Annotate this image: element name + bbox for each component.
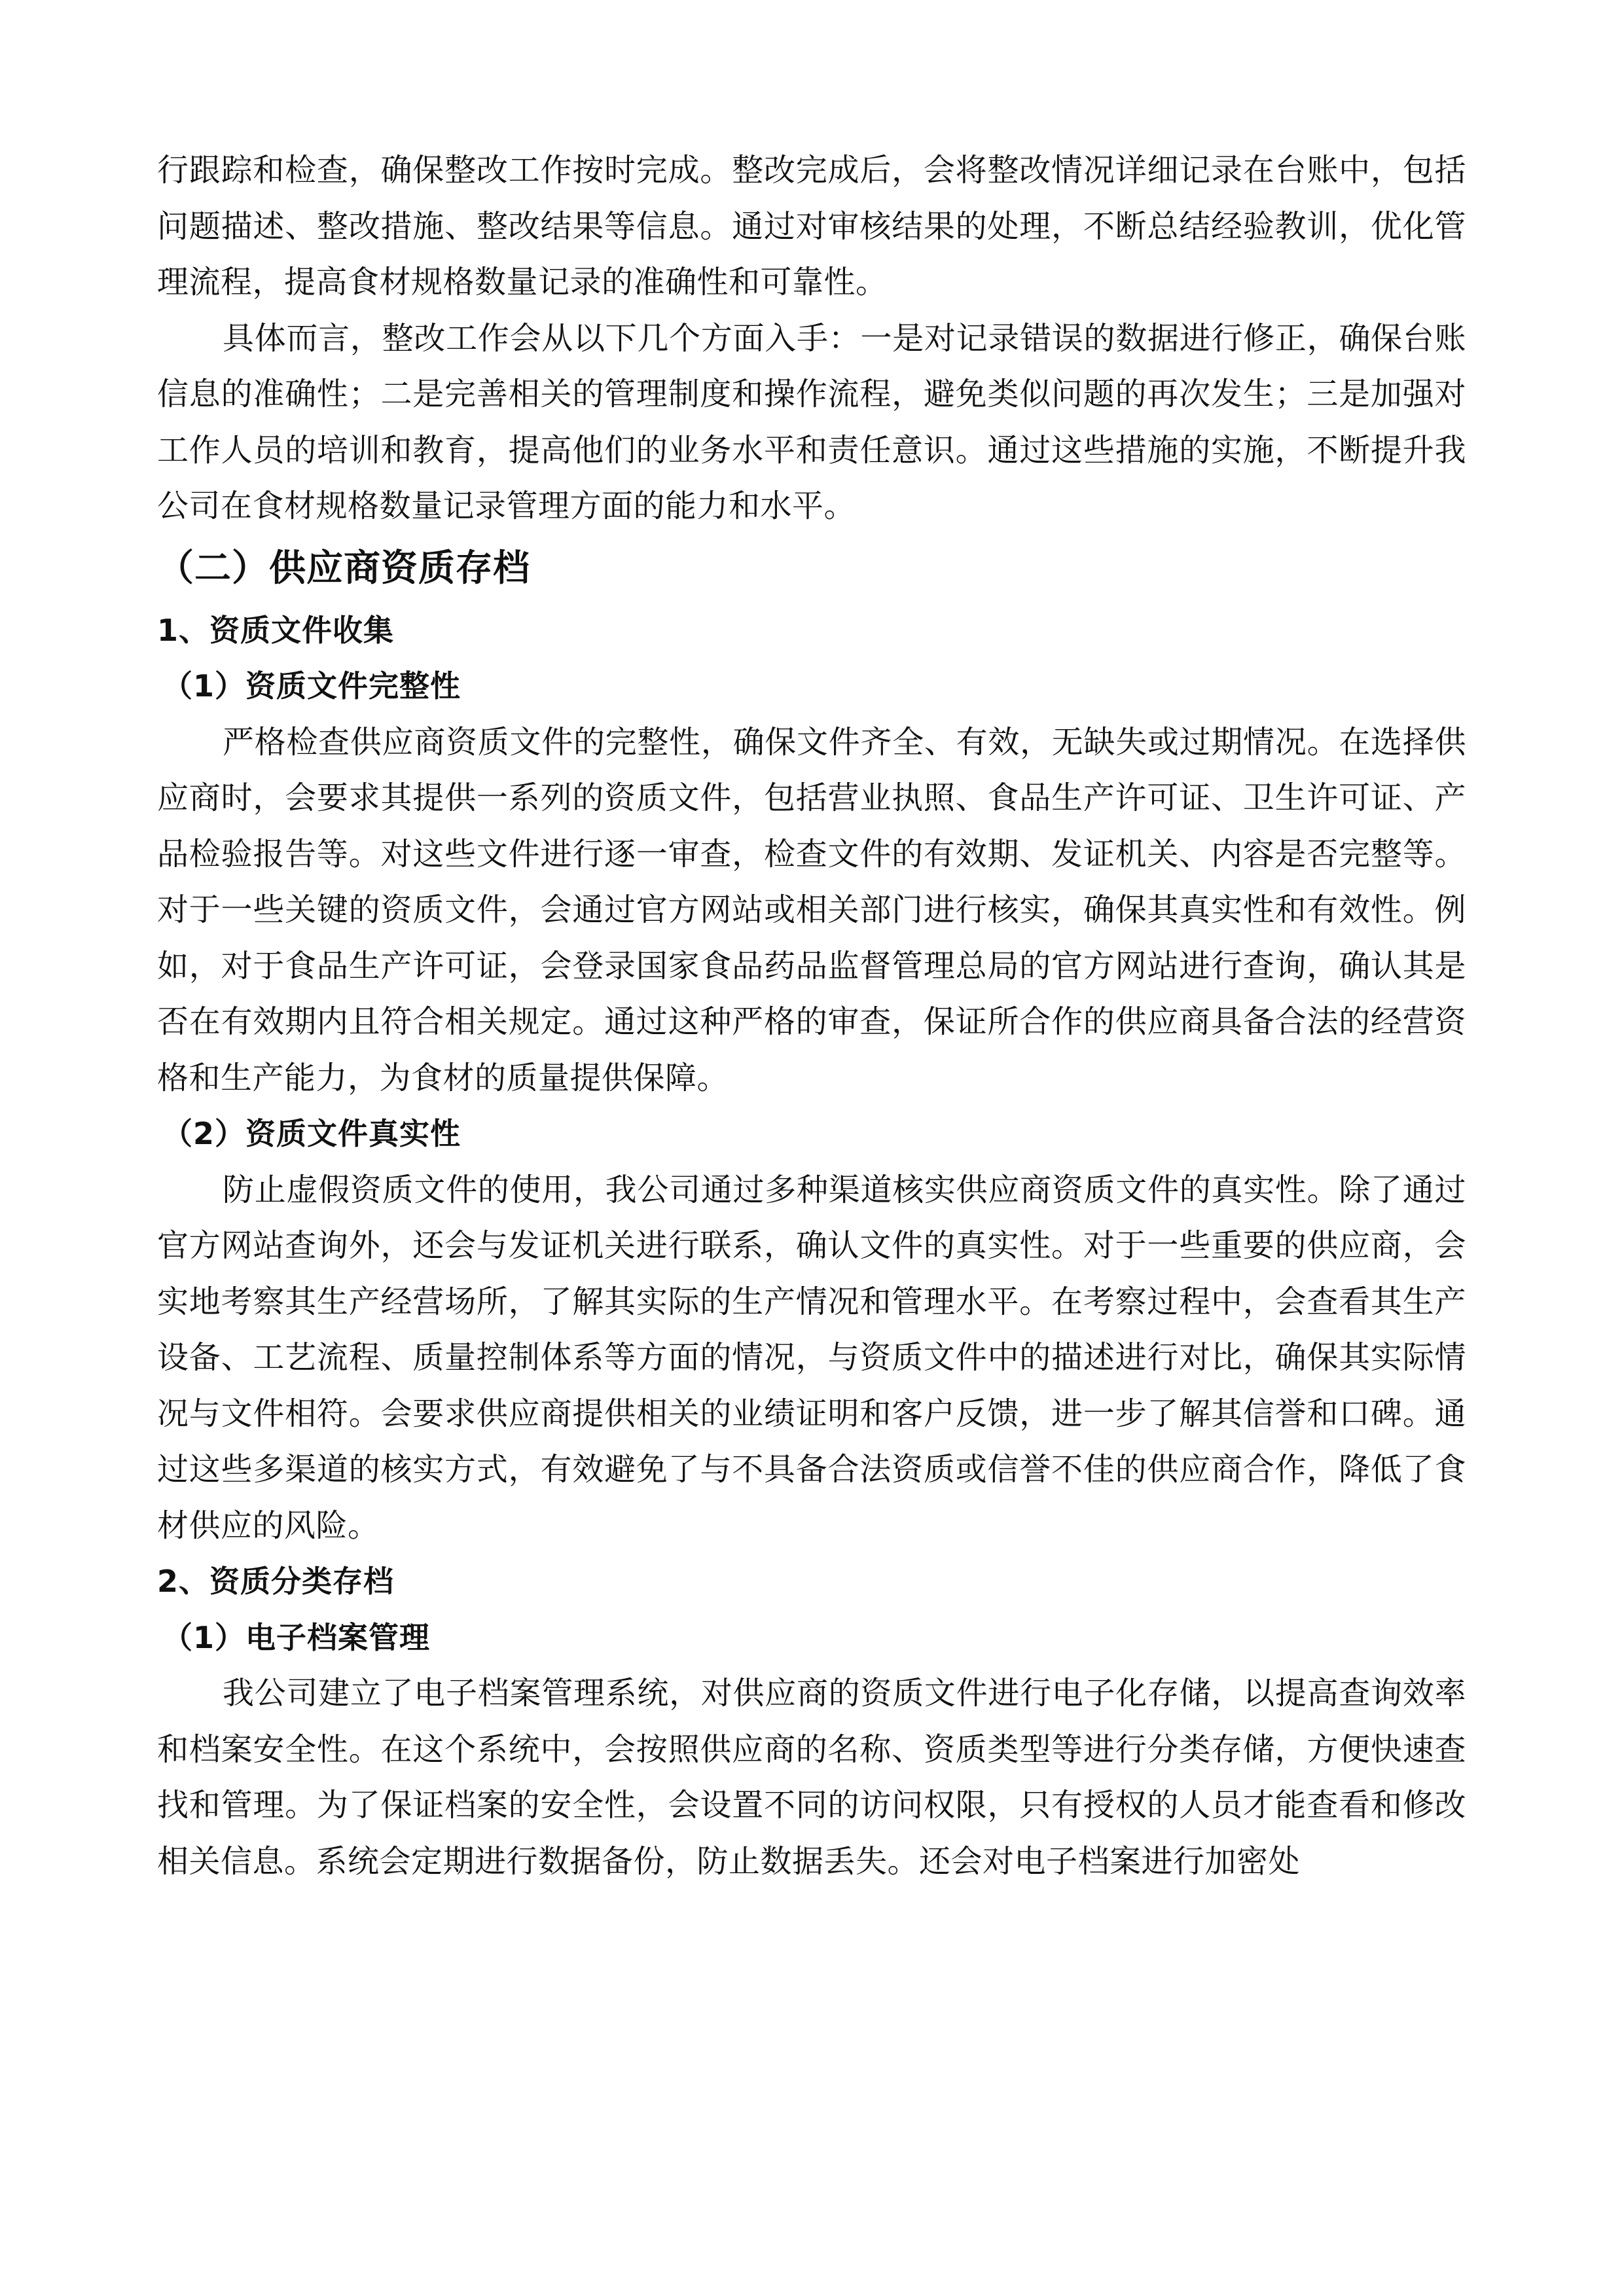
item-heading-authenticity: （2）资质文件真实性 <box>162 1116 461 1151</box>
section-heading: （二）供应商资质存档 <box>157 547 530 590</box>
paragraph-rectification: 具体而言，整改工作会从以下几个方面入手：一是对记录错误的数据进行修正，确保台账信息的准确性；二是完善相关的管理制度和操作流程，避免类似问题的再次发生；三是加强对工作人员的培训和教育，提高他们的业务水平和责任意识。通过这些措施的实施，不断提升我公司在食材规格数量记录管理方面的能力和水平。 <box>157 319 1466 524</box>
paragraph-electronic-archive: 我公司建立了电子档案管理系统，对供应商的资质文件进行电子化存储，以提高查询效率和档案安全性。在这个系统中，会按照供应商的名称、资质类型等进行分类存储，方便快速查找和管理。为了保证档案的安全性，会设置不同的访问权限，只有授权的人员才能查看和修改相关信息。系统会定期进行数据备份，防止数据丢失。还会对电子档案进行加密处 <box>157 1675 1466 1880</box>
subsection-heading-1: 1、资质文件收集 <box>157 612 395 648</box>
document-body <box>157 143 1466 1890</box>
item-heading-completeness: （1）资质文件完整性 <box>162 668 461 704</box>
paragraph-completeness: 严格检查供应商资质文件的完整性，确保文件齐全、有效，无缺失或过期情况。在选择供应商时，会要求其提供一系列的资质文件，包括营业执照、食品生产许可证、卫生许可证、产品检验报告等。对这些文件进行逐一审查，检查文件的有效期、发证机关、内容是否完整等。对于一些关键的资质文件，会通过官方网站或相关部门进行核实，确保其真实性和有效性。例如，对于食品生产许可证，会登录国家食品药品监督管理总局的官方网站进行查询，确认其是否在有效期内且符合相关规定。通过这种严格的审查，保证所合作的供应商具备合法的经营资格和生产能力，为食材的质量提供保障。 <box>157 723 1466 1096</box>
paragraph-authenticity: 防止虚假资质文件的使用，我公司通过多种渠道核实供应商资质文件的真实性。除了通过官方网站查询外，还会与发证机关进行联系，确认文件的真实性。对于一些重要的供应商，会实地考察其生产经营场所，了解其实际的生产情况和管理水平。在考察过程中，会查看其生产设备、工艺流程、质量控制体系等方面的情况，与资质文件中的描述进行对比，确保其实际情况与文件相符。会要求供应商提供相关的业绩证明和客户反馈，进一步了解其信誉和口碑。通过这些多渠道的核实方式，有效避免了与不具备合法资质或信誉不佳的供应商合作，降低了食材供应的风险。 <box>157 1171 1466 1544</box>
subsection-heading-2: 2、资质分类存档 <box>157 1564 395 1599</box>
item-heading-electronic-archive: （1）电子档案管理 <box>162 1619 431 1655</box>
paragraph-continued: 行跟踪和检查，确保整改工作按时完成。整改完成后，会将整改情况详细记录在台账中，包括问题描述、整改措施、整改结果等信息。通过对审核结果的处理，不断总结经验教训，优化管理流程，提高食材规格数量记录的准确性和可靠性。 <box>157 152 1466 300</box>
